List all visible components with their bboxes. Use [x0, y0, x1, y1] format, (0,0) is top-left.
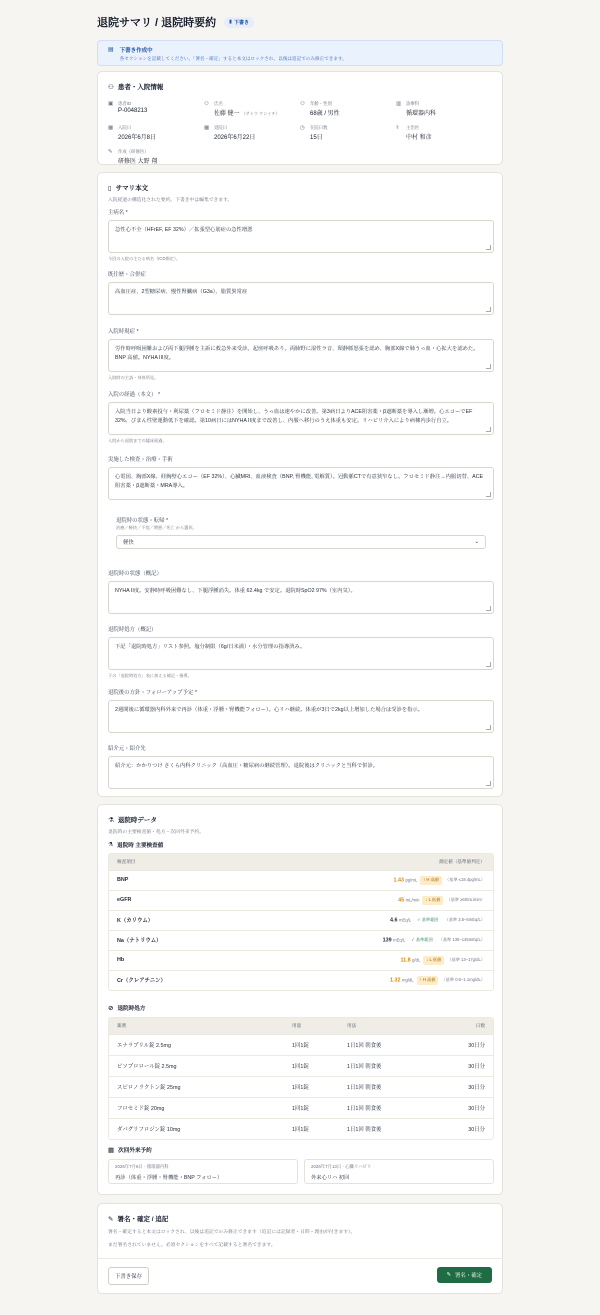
patient-field: ✎ 作成（研修医） 研修医 大野 翔: [108, 149, 158, 165]
sign-card: ✎ 署名・確定 / 追記 署名・確定すると本文はロックされ、以後は追記でのみ修正できます（追記には記録者・日時・理由が付きます）。 まだ署名されていません。必須セクションをすべて記載すると署名できます。 下書き保存 ✎ 署名・確定: [97, 1203, 503, 1294]
meds-field: 退院時処方（概記） 下記「退院時処方」リスト参照。塩分制限（6g/日未満）・水分管理の指導済み。 下の「退院時処方」表に加える補足・指導。: [108, 625, 494, 679]
plan-textarea[interactable]: 2週間後に循環器内科外来で再診（体重・浮腫・腎機能フォロー）。心リハ継続。体重が3日で2kg以上増加した場合は受診を指示。: [108, 700, 494, 733]
diagnosis-field: 主病名 * 急性心不全（HFrEF, EF 32%）／拡張型心筋症の急性増悪 今回の入院の主たる病名（ICD指定）。: [108, 208, 494, 262]
document-icon: ▯: [108, 184, 112, 192]
flag-badge: ↑ H 高値: [420, 876, 442, 885]
page-header: [97, 0, 503, 40]
alert-desc: 各セクションを記載してください。「署名・確定」すると本文はロックされ、以後は追記でのみ修正できます。: [119, 56, 347, 61]
patient-field: ▦ 退院日 2026年6月22日: [204, 125, 256, 141]
course-textarea[interactable]: 入院当日より酸素投与・利尿薬（フロセミド静注）を開始し、うっ血は速やかに改善。第3病日よりACE阻害薬・β遮断薬を導入し漸増。心エコーでEF 32%、びまん性壁運動低下を確認。第10病日にはNYHA II度まで改善し、内服へ移行のうえ体重も安定。リハビリ介入により病棟内歩行自立。: [108, 402, 494, 435]
info-icon: ▤: [108, 47, 114, 53]
rx-heading: ⊘ 退院時処方: [108, 1005, 146, 1012]
calendar-icon: ▦: [108, 125, 114, 131]
flask-icon: ⚗: [108, 816, 114, 824]
discharge-header: ⚗ 退院時データ 退院時の主要検査値・処方・次回外来予約。 ⚗ 退院時 主要検査値: [108, 816, 204, 849]
admission-field: 入院時現症 * 労作時呼吸困難および両下腿浮腫を主訴に救急外来受診。起座呼吸あり。両肺野に湿性ラ音、頸静脈怒張を認め、胸部X線で肺うっ血・心拡大を認めた。BNP 高値。NYHA III度。 入院時の主訴・身体所見。: [108, 327, 494, 381]
status-field: 退院時の状態（概記） NYHA II度。安静時呼吸困難なし、下腿浮腫消失。体重 62.4kg で安定。退院時SpO2 97%（室内気）。: [108, 569, 494, 614]
patient-field: ▣ 患者ID P-0048213: [108, 101, 204, 117]
rx-table: 薬剤 用量 用法 日数 エナラプリル錠 2.5mg 1回1錠 1日1回 朝食後 30日分 ビソプロロール錠 2.5mg 1回1錠 1日1回 朝食後 30日分 スピロノラクトン錠 25mg 1回1錠 1日1回 朝食後 30日分 フロセミド錠 20mg 1回1錠 1日1回 朝食後 30日分 ダパグリフロジン錠 10mg 1回1錠 1日1回 朝食後 30日分: [108, 1017, 494, 1140]
patient-card: [97, 71, 503, 165]
clock-icon: ◷: [300, 125, 305, 131]
signature-icon: ✎: [446, 1272, 452, 1278]
signature-icon: ✎: [108, 1215, 114, 1223]
discharge-card: [97, 804, 503, 1195]
patient-field: ⚇ 年齢・性別 68歳 / 男性: [300, 101, 340, 117]
person-icon: ⚇: [300, 101, 305, 107]
referral-textarea[interactable]: 紹介元：かかりつけ さくら内科クリニック（高血圧・糖尿病の継続管理）。退院後はクリニックと当科で併診。: [108, 756, 494, 789]
diagnosis-textarea[interactable]: 急性心不全（HFrEF, EF 32%）／拡張型心筋症の急性増悪: [108, 220, 494, 253]
person-icon: ⚇: [108, 83, 114, 91]
patient-field: ◷ 在院日数 15日: [300, 125, 328, 141]
rx-row: ダパグリフロジン錠 10mg 1回1錠 1日1回 朝食後 30日分: [109, 1118, 493, 1139]
chevron-down-icon: ⌄: [474, 539, 479, 545]
summary-header: ▯ サマリ本文 入院経過の構造化された要約。下書き中は編集できます。: [108, 184, 233, 203]
pen-icon: ✎: [108, 149, 113, 155]
rx-row: エナラプリル錠 2.5mg 1回1錠 1日1回 朝食後 30日分: [109, 1034, 493, 1055]
alert-title: 下書き作成中: [119, 48, 153, 54]
appt-heading: ▦ 次回外来予約: [108, 1147, 152, 1154]
lab-row: K（カリウム） 4.6 mEq/L ✓ 基準範囲 （基準 3.5–5mEq/L）: [109, 910, 493, 930]
tests-textarea[interactable]: 心電図、胸部X線、経胸壁心エコー（EF 32%）、心臓MRI、血液検査（BNP, 腎機能, 電解質）。冠動脈CTで有意狭窄なし。フロセミド静注→内服切替、ACE阻害薬・β遮断薬・MRA導入。: [108, 467, 494, 500]
chart-icon: ▮: [229, 19, 232, 25]
rx-row: スピロノラクトン錠 25mg 1回1錠 1日1回 朝食後 30日分: [109, 1076, 493, 1097]
patient-info-grid: [108, 101, 492, 165]
flask-icon: ⚗: [108, 842, 114, 848]
calendar-icon: ▦: [204, 125, 210, 131]
flag-badge: ✓ 基準範囲: [417, 917, 439, 922]
flag-badge: ↓ L 低値: [423, 956, 444, 965]
save-draft-button[interactable]: 下書き保存: [108, 1267, 149, 1285]
status-textarea[interactable]: NYHA II度。安静時呼吸困難なし、下腿浮腫消失。体重 62.4kg で安定。退院時SpO2 97%（室内気）。: [108, 581, 494, 614]
status-badge: ▮ 下書き: [224, 17, 254, 28]
rx-row: ビソプロロール錠 2.5mg 1回1錠 1日1回 朝食後 30日分: [109, 1055, 493, 1076]
lab-row: Hb 11.8 g/dL ↓ L 低値 （基準 13–17g/dL）: [109, 950, 493, 970]
labs-table: 検査項目 測定値（基準値判定） BNP 1.43 pg/mL ↑ H 高値 （基準 ≤18.4pg/mL） eGFR 45 mL/min ↓ L 低値 （基準 ≥60mL/min） K（カリウム） 4.6 mEq/L ✓ 基準範囲 （基準 3.5–5mEq/L） Na（ナトリウム） 139 mEq/L ✓ 基準範囲 （基準 135–145mEq/L） Hb 11.8 g/dL ↓ L 低値 （基準 13–17g/dL） Cr（クレアチニン） 1.32 mg/dL ↑ H 高値 （基準 0.6–1.1mg/dL）: [108, 853, 494, 991]
lab-row: eGFR 45 mL/min ↓ L 低値 （基準 ≥60mL/min）: [109, 890, 493, 910]
outcome-select[interactable]: 軽快 ⌄: [116, 535, 486, 549]
flag-badge: ↑ H 高値: [417, 976, 439, 985]
patient-heading: ⚇ 患者・入院情報: [108, 83, 164, 91]
appointment-item: 2026年7月6日 · 循環器内科 再診（体重・浮腫・腎機能・BNP フォロー）: [108, 1159, 298, 1184]
tests-field: 実施した検査・治療・手術 心電図、胸部X線、経胸壁心エコー（EF 32%）、心臓MRI、血液検査（BNP, 腎機能, 電解質）。冠動脈CTで有意狭窄なし。フロセミド静注→内服切替、ACE阻害薬・β遮断薬・MRA導入。: [108, 455, 494, 500]
draft-alert: [97, 40, 503, 66]
lab-row: Na（ナトリウム） 139 mEq/L ✓ 基準範囲 （基準 135–145mEq/L）: [109, 930, 493, 950]
summary-desc: 入院経過の構造化された要約。下書き中は編集できます。: [108, 198, 233, 203]
history-textarea[interactable]: 高血圧症、2型糖尿病、慢性腎臓病（G3a）、脂質異常症: [108, 282, 494, 315]
calendar-icon: ▦: [108, 1147, 115, 1154]
pill-icon: ⊘: [108, 1005, 114, 1012]
summary-card: [97, 172, 503, 797]
outcome-field: 退院時の状態・転帰 * 治癒／軽快／不変／増悪／死亡 から選択。 軽快 ⌄: [116, 516, 486, 549]
meds-textarea[interactable]: 下記「退院時処方」リスト参照。塩分制限（6g/日未満）・水分管理の指導済み。: [108, 637, 494, 670]
appointments: [108, 1159, 494, 1184]
person-icon: ⚇: [204, 101, 209, 107]
page-title: 退院サマリ / 退院時要約: [97, 17, 217, 29]
stethoscope-icon: ⚕: [396, 125, 399, 131]
plan-field: 退院後の方針・フォローアップ予定 * 2週間後に循環器内科外来で再診（体重・浮腫・腎機能フォロー）。心リハ継続。体重が3日で2kg以上増加した場合は受診を指示。: [108, 688, 494, 733]
referral-field: 紹介元・紹介先 紹介元：かかりつけ さくら内科クリニック（高血圧・糖尿病の継続管理）。退院後はクリニックと当科で併診。: [108, 744, 494, 789]
patient-field: ⚇ 氏名 佐藤 健一 （サトウ ケンイチ）: [204, 101, 280, 117]
flag-badge: ↓ L 低値: [422, 896, 443, 905]
admission-textarea[interactable]: 労作時呼吸困難および両下腿浮腫を主訴に救急外来受診。起座呼吸あり。両肺野に湿性ラ音、頸静脈怒張を認め、胸部X線で肺うっ血・心拡大を認めた。BNP 高値。NYHA III度。: [108, 339, 494, 372]
patient-field: ▦ 入院日 2026年6月8日: [108, 125, 157, 141]
id-icon: ▣: [108, 101, 114, 107]
flag-badge: ✓ 基準範囲: [411, 937, 433, 942]
lab-row: BNP 1.43 pg/mL ↑ H 高値 （基準 ≤18.4pg/mL）: [109, 870, 493, 890]
patient-field: ▥ 診療科 循環器内科: [396, 101, 437, 117]
building-icon: ▥: [396, 101, 402, 107]
appointment-item: 2026年7月13日 · 心臓リハビリ 外来心リハ 初回: [304, 1159, 494, 1184]
course-field: 入院の経過（本文） * 入院当日より酸素投与・利尿薬（フロセミド静注）を開始し、うっ血は速やかに改善。第3病日よりACE阻害薬・β遮断薬を導入し漸増。心エコーでEF 32%、びまん性壁運動低下を確認。第10病日にはNYHA II度まで改善し、内服へ移行のうえ体重も安定。リハビリ介入により病棟内歩行自立。 入院から退院までの臨床経過。: [108, 390, 494, 444]
rx-row: フロセミド錠 20mg 1回1錠 1日1回 朝食後 30日分: [109, 1097, 493, 1118]
patient-field: ⚕ 主治医 中村 和彦: [396, 125, 432, 141]
history-field: 既往歴・合併症 高血圧症、2型糖尿病、慢性腎臓病（G3a）、脂質異常症: [108, 270, 494, 315]
lab-row: Cr（クレアチニン） 1.32 mg/dL ↑ H 高値 （基準 0.6–1.1mg/dL）: [109, 970, 493, 990]
sign-confirm-button[interactable]: ✎ 署名・確定: [437, 1267, 493, 1283]
